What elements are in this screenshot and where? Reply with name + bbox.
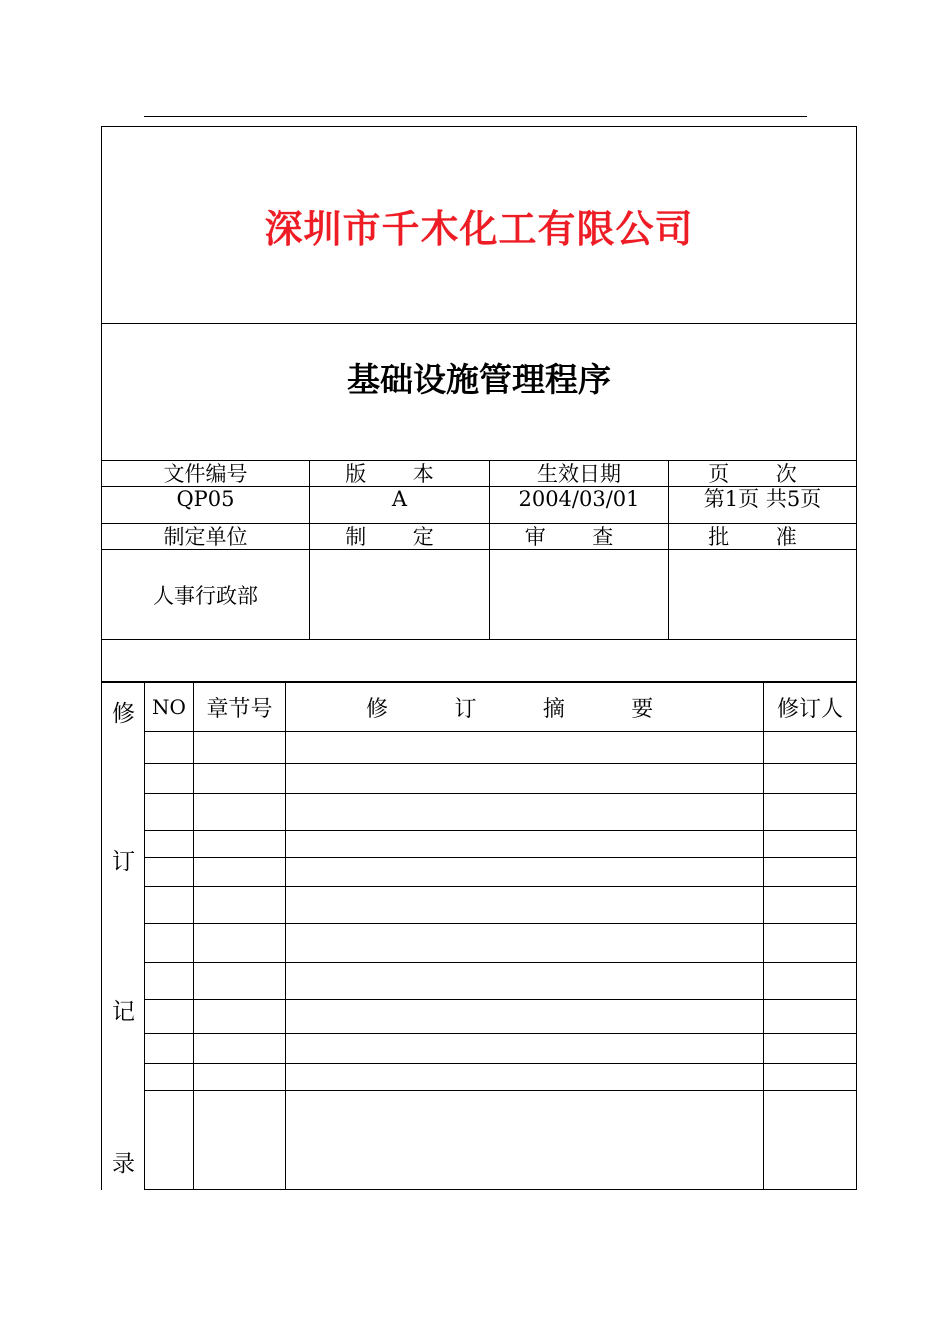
rev-summary-cell bbox=[286, 794, 764, 831]
reviewed-header: 审 查 bbox=[490, 524, 669, 550]
rev-no-cell bbox=[145, 858, 194, 887]
rev-no-cell bbox=[145, 1000, 194, 1034]
version-value: A bbox=[310, 487, 490, 524]
doc-number-value: QP05 bbox=[102, 487, 310, 524]
revision-row bbox=[102, 764, 857, 794]
rev-reviser-cell bbox=[764, 887, 857, 924]
revision-row bbox=[102, 1091, 857, 1190]
rev-chapter-cell bbox=[194, 924, 286, 963]
revision-row bbox=[102, 732, 857, 764]
rev-summary-cell bbox=[286, 858, 764, 887]
col-chapter-header: 章节号 bbox=[194, 683, 286, 732]
rev-summary-cell bbox=[286, 764, 764, 794]
revision-row bbox=[102, 1034, 857, 1064]
rev-summary-cell bbox=[286, 831, 764, 858]
revision-row bbox=[102, 831, 857, 858]
effective-date-header: 生效日期 bbox=[490, 461, 669, 487]
rev-chapter-cell bbox=[194, 794, 286, 831]
version-header: 版 本 bbox=[310, 461, 490, 487]
document-title: 基础设施管理程序 bbox=[347, 360, 611, 399]
revision-row bbox=[102, 794, 857, 831]
effective-date-value: 2004/03/01 bbox=[490, 487, 669, 524]
rev-chapter-cell bbox=[194, 1034, 286, 1064]
rev-summary-cell bbox=[286, 732, 764, 764]
prepared-value bbox=[310, 550, 490, 640]
rev-chapter-cell bbox=[194, 831, 286, 858]
rev-no-cell bbox=[145, 1064, 194, 1091]
department-header: 制定单位 bbox=[102, 524, 310, 550]
revision-row bbox=[102, 1064, 857, 1091]
rev-summary-cell bbox=[286, 1091, 764, 1190]
company-name: 深圳市千木化工有限公司 bbox=[102, 127, 857, 324]
cover-table bbox=[101, 126, 857, 682]
revision-label-char: 记 bbox=[112, 999, 135, 1025]
revision-row bbox=[102, 887, 857, 924]
rev-reviser-cell bbox=[764, 831, 857, 858]
col-summary-header: 修 订 摘 要 bbox=[286, 683, 764, 732]
rev-no-cell bbox=[145, 887, 194, 924]
rev-no-cell bbox=[145, 794, 194, 831]
revision-row bbox=[102, 963, 857, 1000]
rev-reviser-cell bbox=[764, 858, 857, 887]
rev-chapter-cell bbox=[194, 1000, 286, 1034]
approved-header: 批 准 bbox=[669, 524, 857, 550]
rev-reviser-cell bbox=[764, 732, 857, 764]
revision-row bbox=[102, 924, 857, 963]
approved-value bbox=[669, 550, 857, 640]
rev-reviser-cell bbox=[764, 963, 857, 1000]
rev-chapter-cell bbox=[194, 858, 286, 887]
spacer-row bbox=[102, 640, 857, 682]
rev-reviser-cell bbox=[764, 794, 857, 831]
col-no-header: NO bbox=[145, 683, 194, 732]
rev-summary-cell bbox=[286, 887, 764, 924]
prepared-header: 制 定 bbox=[310, 524, 490, 550]
rev-summary-cell bbox=[286, 1034, 764, 1064]
rev-reviser-cell bbox=[764, 764, 857, 794]
rev-chapter-cell bbox=[194, 1091, 286, 1190]
page-value: 第1页 共5页 bbox=[669, 487, 857, 524]
rev-no-cell bbox=[145, 732, 194, 764]
revision-record-table bbox=[101, 682, 857, 1190]
rev-reviser-cell bbox=[764, 1034, 857, 1064]
rev-chapter-cell bbox=[194, 1064, 286, 1091]
rev-no-cell bbox=[145, 924, 194, 963]
rev-chapter-cell bbox=[194, 732, 286, 764]
rev-no-cell bbox=[145, 1034, 194, 1064]
header-rule bbox=[144, 116, 807, 117]
reviewed-value bbox=[490, 550, 669, 640]
department-value: 人事行政部 bbox=[102, 550, 310, 640]
col-reviser-header: 修订人 bbox=[764, 683, 857, 732]
rev-no-cell bbox=[145, 963, 194, 1000]
revision-record-label bbox=[102, 683, 145, 1190]
rev-reviser-cell bbox=[764, 1000, 857, 1034]
rev-chapter-cell bbox=[194, 887, 286, 924]
rev-chapter-cell bbox=[194, 764, 286, 794]
rev-summary-cell bbox=[286, 963, 764, 1000]
rev-summary-cell bbox=[286, 924, 764, 963]
revision-row bbox=[102, 858, 857, 887]
doc-number-header: 文件编号 bbox=[102, 461, 310, 487]
rev-chapter-cell bbox=[194, 963, 286, 1000]
rev-reviser-cell bbox=[764, 1064, 857, 1091]
page-header: 页 次 bbox=[669, 461, 857, 487]
rev-no-cell bbox=[145, 831, 194, 858]
rev-reviser-cell bbox=[764, 1091, 857, 1190]
revision-label-char: 修 bbox=[112, 701, 135, 727]
revision-row bbox=[102, 1000, 857, 1034]
cover-sheet bbox=[101, 126, 855, 1177]
revision-label-char: 订 bbox=[112, 849, 135, 875]
rev-no-cell bbox=[145, 1091, 194, 1190]
rev-summary-cell bbox=[286, 1064, 764, 1091]
rev-reviser-cell bbox=[764, 924, 857, 963]
document-title-cell bbox=[102, 324, 857, 461]
revision-label-char: 录 bbox=[112, 1151, 135, 1177]
rev-no-cell bbox=[145, 764, 194, 794]
rev-summary-cell bbox=[286, 1000, 764, 1034]
